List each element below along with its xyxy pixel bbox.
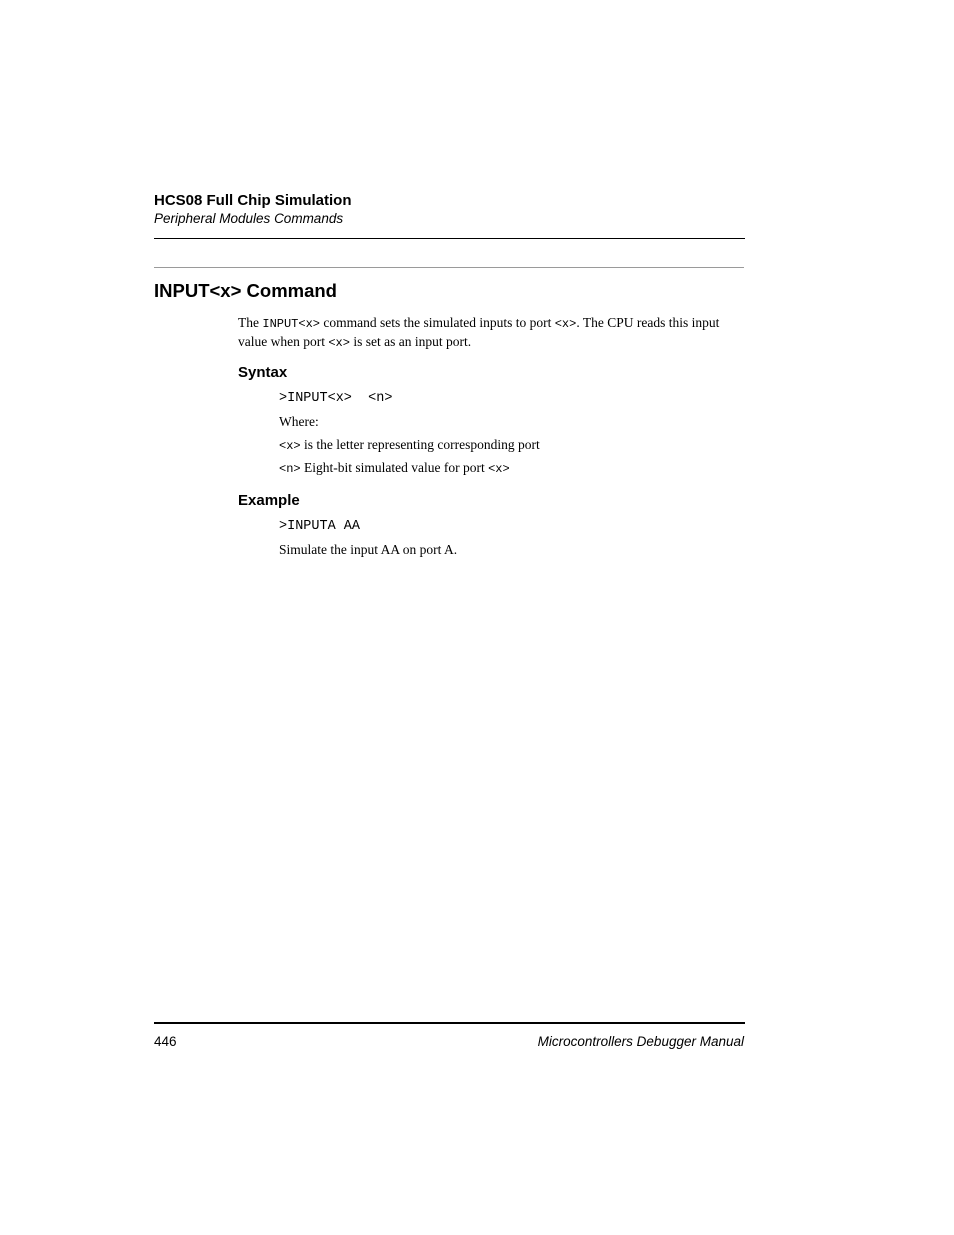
inline-code: <n> — [279, 462, 301, 476]
param-description: Eight-bit simulated value for port — [300, 460, 489, 475]
inline-code: <x> — [554, 317, 577, 331]
syntax-param-n — [279, 460, 510, 476]
footer-rule — [154, 1022, 745, 1024]
example-code: >INPUTA AA — [279, 519, 361, 534]
syntax-heading: Syntax — [238, 364, 288, 381]
inline-code: <x> — [488, 462, 510, 476]
header-rule — [154, 238, 745, 239]
section-title: INPUT<x> Command — [154, 280, 337, 301]
inline-code: <x> — [328, 336, 350, 350]
manual-title: Microcontrollers Debugger Manual — [537, 1034, 744, 1049]
example-description: Simulate the input AA on port A. — [279, 542, 458, 557]
syntax-param-x — [279, 437, 540, 453]
param-description: is the letter representing corresponding port — [300, 437, 540, 452]
intro-text: is set as an input port. — [349, 334, 472, 349]
running-head-subtitle: Peripheral Modules Commands — [154, 211, 344, 226]
syntax-where: Where: — [279, 414, 319, 429]
syntax-code: >INPUT<x> <n> — [279, 391, 393, 406]
inline-code: <x> — [279, 439, 301, 453]
intro-text: . The CPU reads this input value when port — [238, 315, 720, 349]
intro-paragraph — [238, 314, 738, 352]
running-head-title: HCS08 Full Chip Simulation — [154, 192, 352, 209]
inline-code: INPUT<x> — [262, 317, 320, 331]
intro-text: The — [238, 315, 263, 330]
intro-text: command sets the simulated inputs to port — [319, 315, 555, 330]
section-rule — [154, 267, 744, 268]
page-number: 446 — [154, 1034, 177, 1049]
example-heading: Example — [238, 492, 300, 509]
